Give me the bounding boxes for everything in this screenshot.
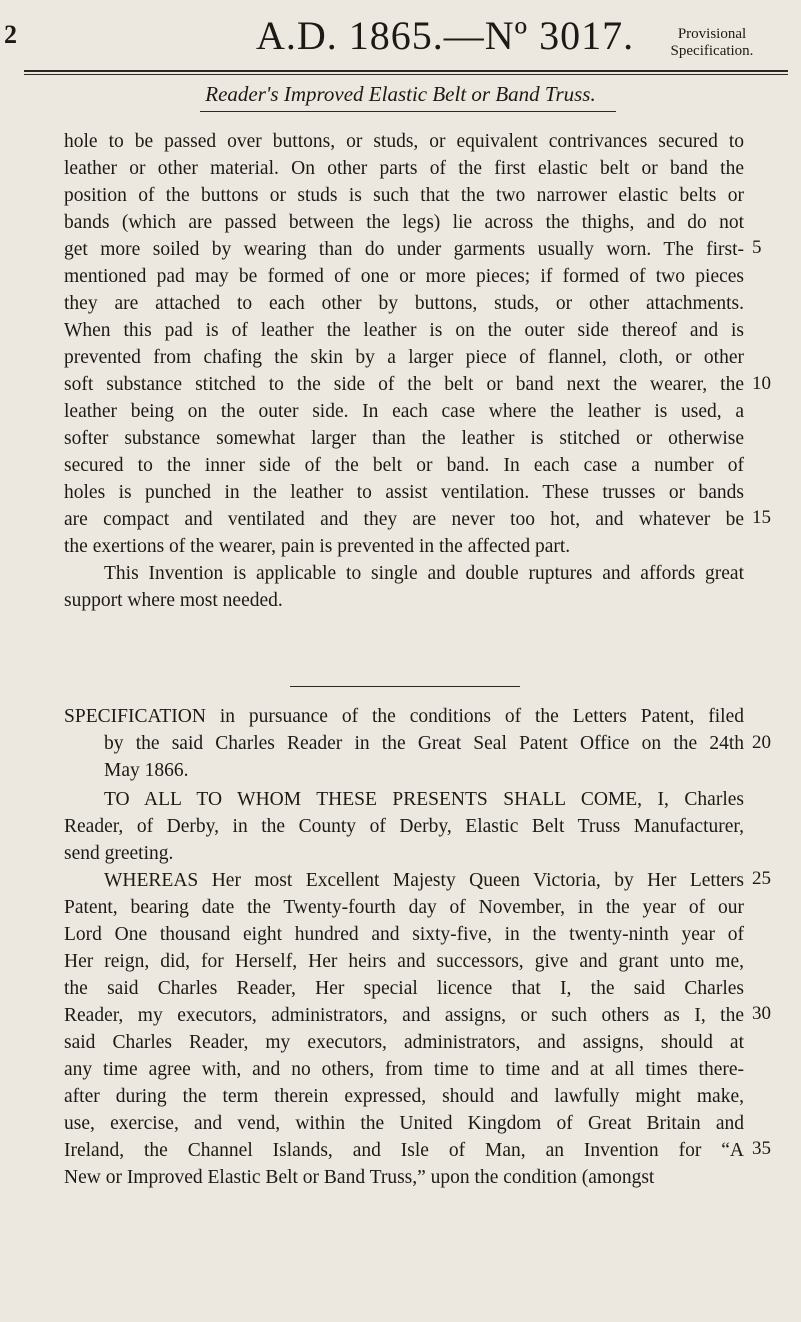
text-line: This Invention is applicable to single and double ruptures and affords great (104, 563, 744, 584)
specification-label (642, 26, 782, 60)
text-line: leather being on the outer side. In each case where the leather is used, a (64, 401, 744, 422)
address-paragraph (64, 786, 744, 867)
text-line: Reader, of Derby, in the County of Derby, Elastic Belt Truss Manufacturer, (64, 816, 744, 837)
text-line: said Charles Reader, my executors, administrators, and assigns, should at (64, 1032, 744, 1053)
text-line: the exertions of the wearer, pain is prevented in the affected part. (64, 536, 571, 557)
text-line: position of the buttons or studs is such that the two narrower elastic belts or (64, 185, 744, 206)
provisional-text (64, 128, 744, 614)
text-line: any time agree with, and no others, from time to time and at all times there- (64, 1059, 744, 1080)
text-line: secured to the inner side of the belt or band. In each case a number of (64, 455, 744, 476)
text-line: send greeting. (64, 843, 174, 864)
line-number: 30 (752, 1003, 771, 1024)
section-divider (290, 686, 520, 687)
page-number: 2 (4, 20, 17, 49)
text-line: TO ALL TO WHOM THESE PRESENTS SHALL COME, I, Charles (104, 789, 744, 810)
text-line: mentioned pad may be formed of one or more pieces; if formed of two pieces (64, 266, 744, 287)
text-line: prevented from chafing the skin by a larger piece of flannel, cloth, or other (64, 347, 744, 368)
text-line: get more soiled by wearing than do under garments usually worn. The first- (64, 239, 744, 260)
whereas-paragraph (64, 867, 744, 1191)
line-number: 10 (752, 373, 771, 394)
text-line: after during the term therein expressed, should and lawfully might make, (64, 1086, 744, 1107)
text-line: SPECIFICATION in pursuance of the conditions of the Letters Patent, filed (64, 706, 744, 727)
specification-label-line1: Provisional (677, 26, 747, 42)
line-number: 35 (752, 1138, 771, 1159)
text-line: the said Charles Reader, Her special licence that I, the said Charles (64, 978, 744, 999)
text-line: WHEREAS Her most Excellent Majesty Queen Victoria, by Her Letters (104, 870, 744, 891)
line-number: 20 (752, 732, 771, 753)
text-line: Lord One thousand eight hundred and sixty-five, in the twenty-ninth year of (64, 924, 744, 945)
text-line: bands (which are passed between the legs) lie across the thighs, and do not (64, 212, 744, 233)
text-line: softer substance somewhat larger than the leather is stitched or otherwise (64, 428, 744, 449)
text-line: support where most needed. (64, 590, 283, 611)
text-line: soft substance stitched to the side of the belt or band next the wearer, the (64, 374, 744, 395)
text-line: hole to be passed over buttons, or studs, or equivalent contrivances secured to (64, 131, 744, 152)
text-line: they are attached to each other by buttons, studs, or other attachments. (64, 293, 744, 314)
line-number: 5 (752, 237, 762, 258)
text-line: Reader, my executors, administrators, and assigns, or such others as I, the (64, 1005, 744, 1026)
specification-label-line2: Specification. (670, 43, 754, 59)
specification-paragraph (64, 703, 744, 784)
text-line: by the said Charles Reader in the Great Seal Patent Office on the 24th (104, 733, 744, 754)
text-line: leather or other material. On other parts of the first elastic belt or band the (64, 158, 744, 179)
text-line: May 1866. (104, 760, 189, 781)
document-title: A.D. 1865.—Nº 3017. (256, 13, 635, 58)
running-title: Reader's Improved Elastic Belt or Band Truss. (205, 82, 596, 106)
running-title-rule (200, 111, 616, 112)
header-rule (24, 70, 788, 75)
text-line: New or Improved Elastic Belt or Band Truss,” upon the condition (amongst (64, 1167, 655, 1188)
line-number: 15 (752, 507, 771, 528)
text-line: Patent, bearing date the Twenty-fourth day of November, in the year of our (64, 897, 744, 918)
text-line: use, exercise, and vend, within the United Kingdom of Great Britain and (64, 1113, 744, 1134)
text-line: Ireland, the Channel Islands, and Isle of Man, an Invention for “A (64, 1140, 744, 1161)
text-line: holes is punched in the leather to assist ventilation. These trusses or bands (64, 482, 744, 503)
text-line: Her reign, did, for Herself, Her heirs and successors, give and grant unto me, (64, 951, 744, 972)
text-line: are compact and ventilated and they are never too hot, and whatever be (64, 509, 744, 530)
text-line: When this pad is of leather the leather is on the outer side thereof and is (64, 320, 744, 341)
page-header (0, 0, 801, 70)
line-number: 25 (752, 868, 771, 889)
